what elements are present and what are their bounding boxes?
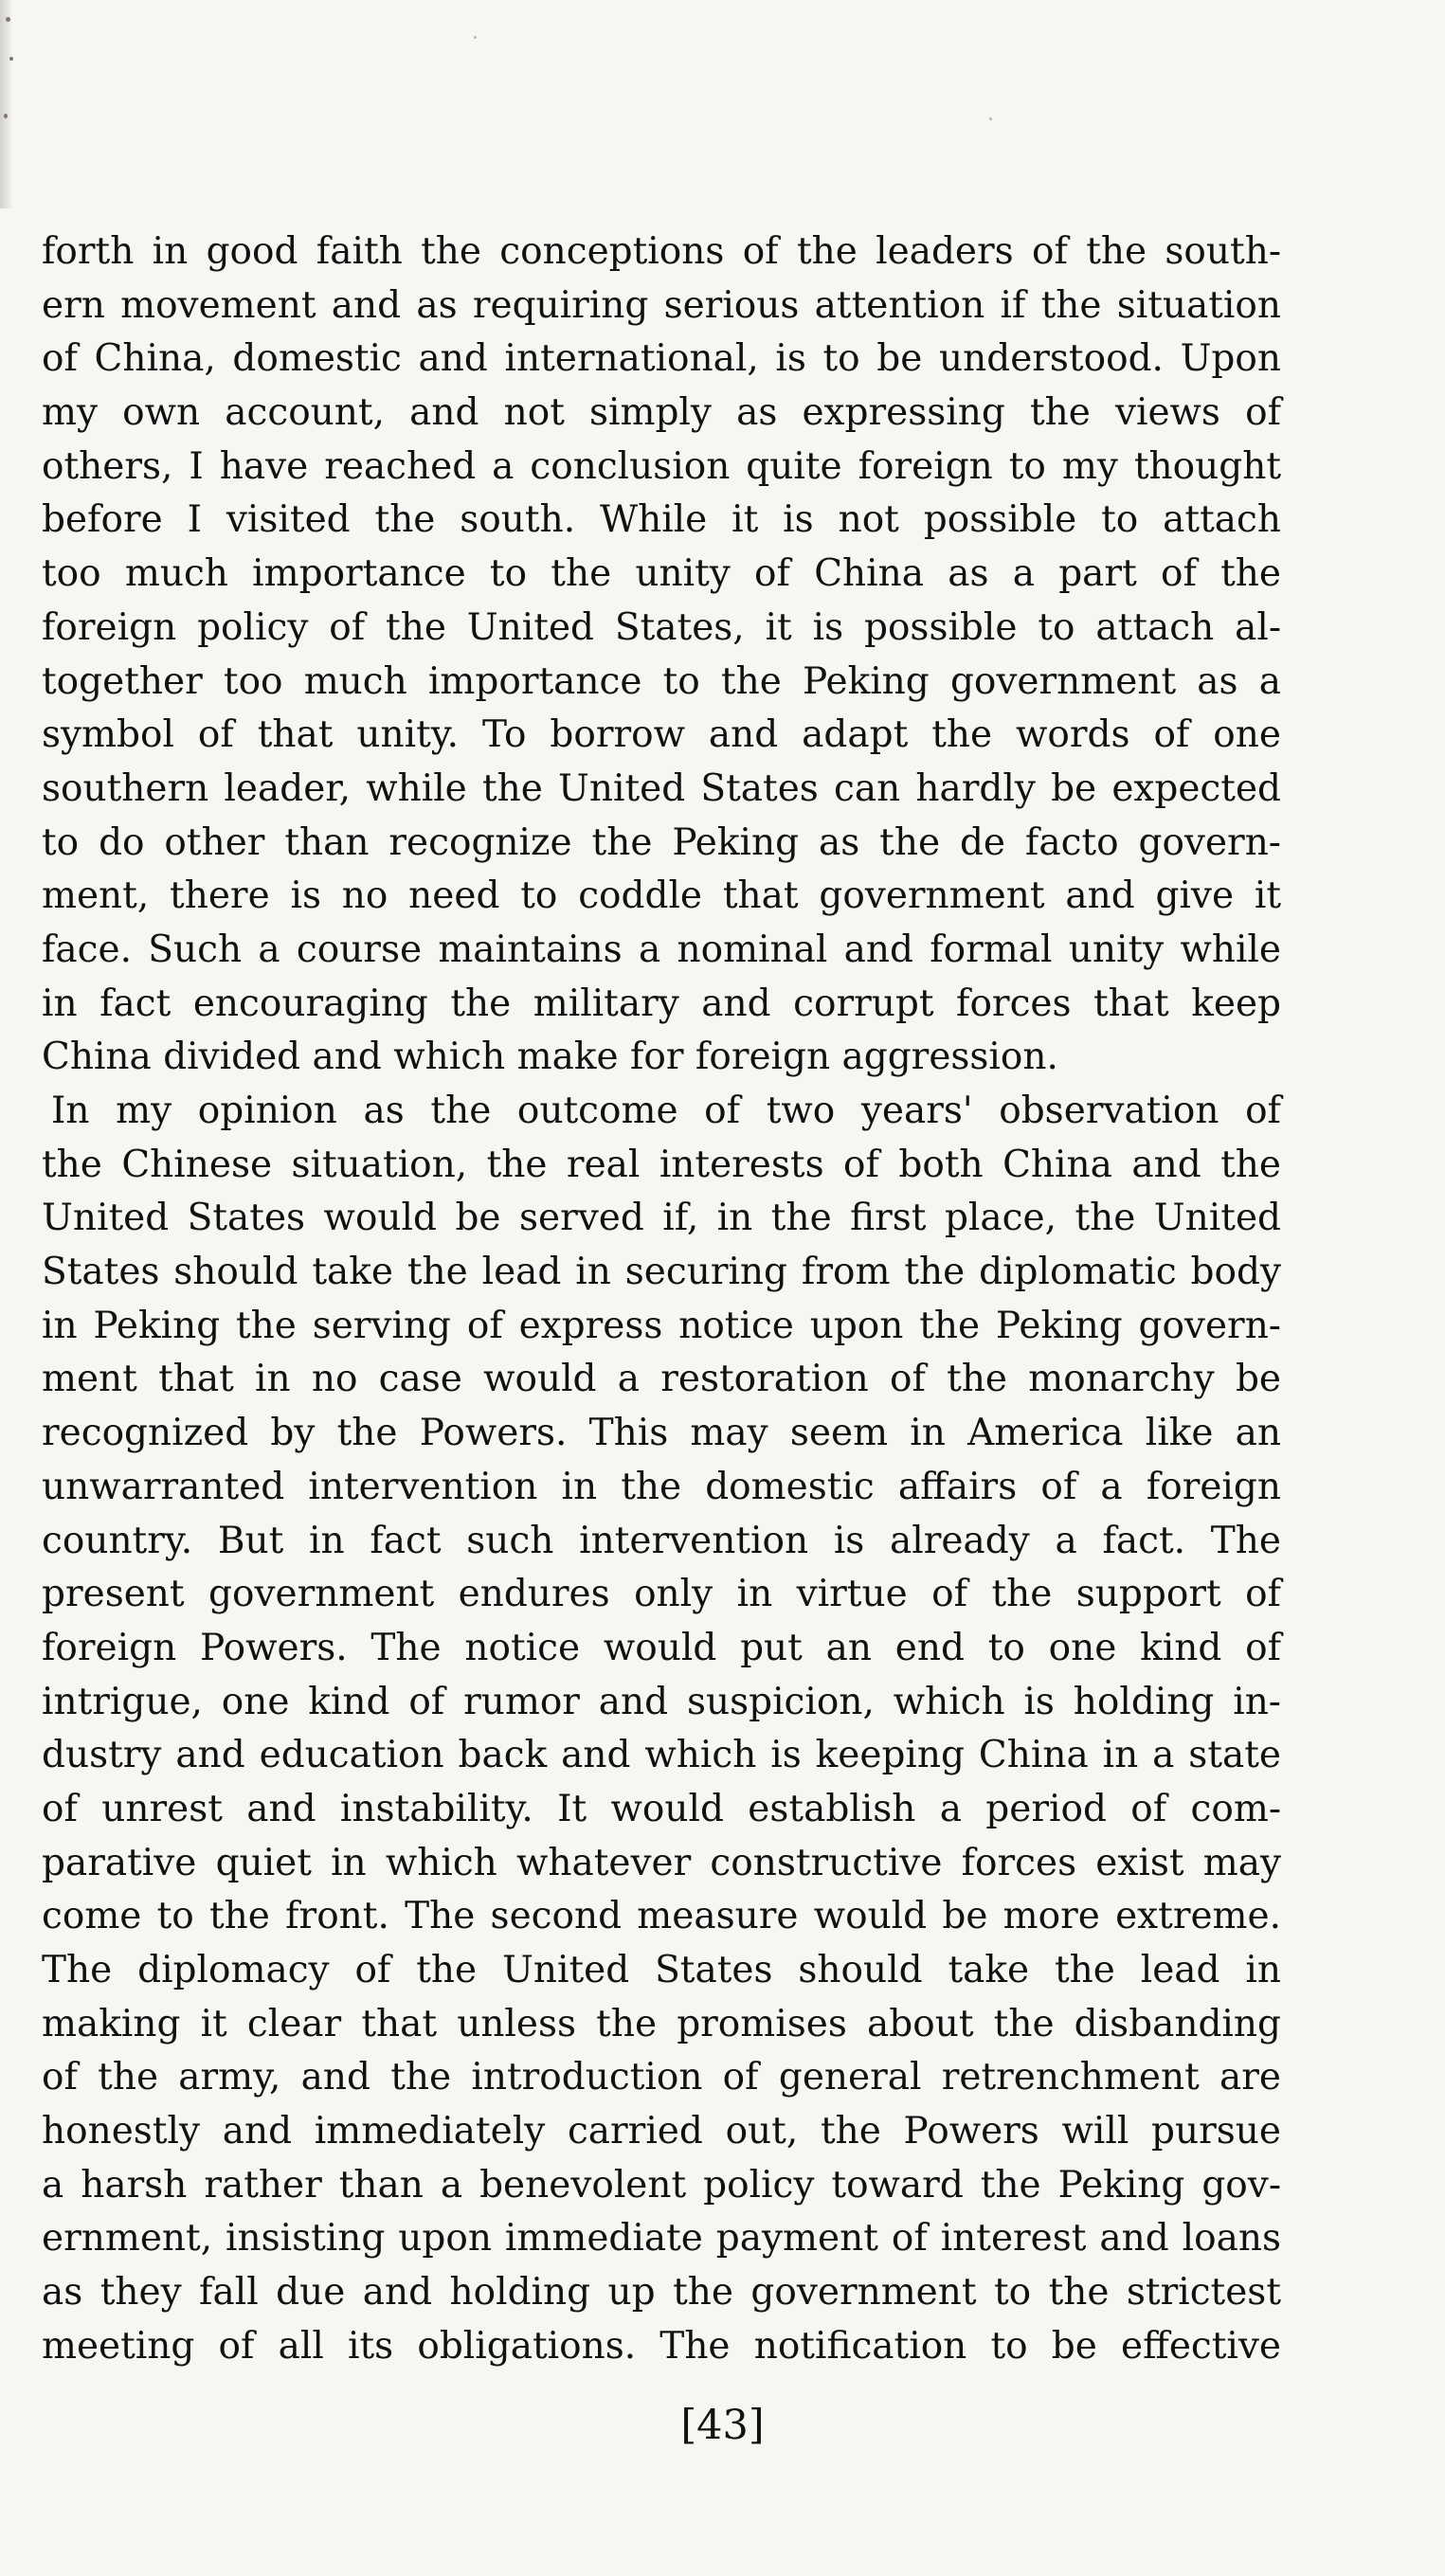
text-line: before I visited the south. While it is not possible to attach	[42, 498, 1281, 542]
text-line: others, I have reached a conclusion quite foreign to my thought	[42, 444, 1281, 488]
text-line: foreign policy of the United States, it is possible to attach al-	[42, 605, 1281, 649]
paragraph-1	[42, 225, 1281, 1085]
text-line: of China, domestic and international, is to be understood. Upon	[42, 337, 1281, 381]
text-line: forth in good faith the conceptions of the leaders of the south-	[42, 230, 1281, 273]
text-line: a harsh rather than a benevolent policy toward the Peking gov-	[42, 2163, 1281, 2207]
scan-speck	[474, 36, 477, 39]
body-text	[42, 225, 1281, 2374]
text-line: too much importance to the unity of China as a part of the	[42, 552, 1281, 596]
text-line: in Peking the serving of express notice upon the Peking govern-	[42, 1304, 1281, 1347]
text-line: making it clear that unless the promises about the disbanding	[42, 2002, 1281, 2045]
paragraph-2	[42, 1085, 1281, 2374]
text-line: ment that in no case would a restoration of the monarchy be	[42, 1358, 1281, 1401]
text-line: southern leader, while the United States can hardly be expected	[42, 766, 1281, 810]
text-line: parative quiet in which whatever constructive forces exist may	[42, 1841, 1281, 1884]
text-line: country. But in fact such intervention is already a fact. The	[42, 1519, 1281, 1562]
text-line: in fact encouraging the military and corrupt forces that keep	[42, 982, 1281, 1025]
text-line: In my opinion as the outcome of two years' observation of	[51, 1090, 1281, 1132]
text-line: dustry and education back and which is keeping China in a state	[42, 1734, 1281, 1777]
scan-speck	[6, 17, 10, 22]
text-line: unwarranted intervention in the domestic affairs of a foreign	[42, 1465, 1281, 1508]
text-line: States should take the lead in securing from the diplomatic body	[42, 1251, 1281, 1294]
text-line: ernment, insisting upon immediate payment of interest and loans	[42, 2217, 1281, 2261]
text-line: to do other than recognize the Peking as the de facto govern-	[42, 820, 1281, 864]
text-line: together too much importance to the Peking government as a	[42, 659, 1281, 703]
text-line: foreign Powers. The notice would put an end to one kind of	[42, 1626, 1281, 1669]
page-number: [43]	[680, 2402, 765, 2449]
text-line: honestly and immediately carried out, the Powers will pursue	[42, 2110, 1281, 2153]
scan-edge-shadow	[0, 0, 13, 208]
text-line: meeting of all its obligations. The notification to be effective	[42, 2324, 1281, 2368]
text-line: ern movement and as requiring serious attention if the situation	[42, 283, 1281, 327]
text-line: recognized by the Powers. This may seem in America like an	[42, 1412, 1281, 1455]
text-line: of unrest and instability. It would establish a period of com-	[42, 1787, 1281, 1830]
text-line: intrigue, one kind of rumor and suspicion, which is holding in-	[42, 1680, 1281, 1723]
text-line: present government endures only in virtue of the support of	[42, 1573, 1281, 1616]
text-line: as they fall due and holding up the government to the strictest	[42, 2271, 1281, 2315]
text-line: of the army, and the introduction of general retrenchment are	[42, 2056, 1281, 2099]
text-line: my own account, and not simply as expressing the views of	[42, 391, 1281, 435]
text-line: ment, there is no need to coddle that government and give it	[42, 874, 1281, 918]
scan-speck	[4, 114, 8, 118]
scan-speck	[9, 57, 13, 61]
scan-speck	[989, 117, 992, 120]
text-line: face. Such a course maintains a nominal and formal unity while	[42, 928, 1281, 971]
text-line: the Chinese situation, the real interests of both China and the	[42, 1143, 1281, 1186]
text-line: United States would be served if, in the first place, the United	[42, 1197, 1281, 1240]
text-line: China divided and which make for foreign aggression.	[42, 1036, 1058, 1079]
text-line: symbol of that unity. To borrow and adapt the words of one	[42, 713, 1281, 757]
text-line: The diplomacy of the United States should take the lead in	[42, 1949, 1281, 1991]
text-line: come to the front. The second measure would be more extreme.	[42, 1895, 1281, 1938]
